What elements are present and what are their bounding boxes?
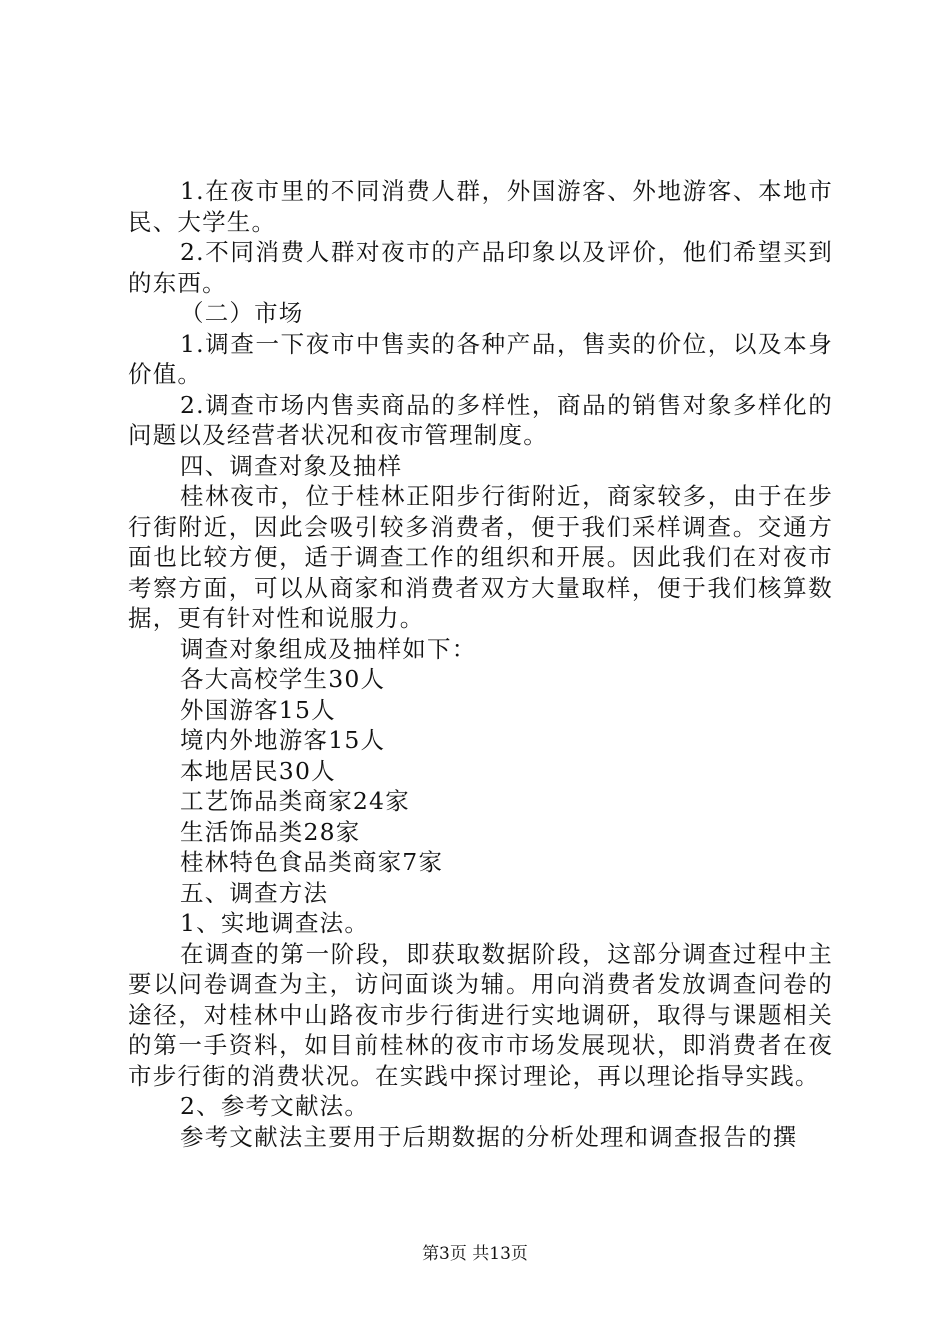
- document-body: [128, 176, 833, 1152]
- section-heading-methods: 五、调查方法: [180, 878, 329, 907]
- paragraph-market-diversity: 2.调查市场内售卖商品的多样性，商品的销售对象多样化的问题以及经营者状况和夜市管理制度。: [128, 390, 833, 449]
- paragraph-field-survey: 在调查的第一阶段，即获取数据阶段，这部分调查过程中主要以问卷调查为主，访问面谈为辅。用向消费者发放调查问卷的途径，对桂林中山路夜市步行街进行实地调研，取得与课题相关的第一手资料，如目前桂林的夜市市场发展现状，即消费者在夜市步行街的消费状况。在实践中探讨理论，再以理论指导实践。: [128, 939, 833, 1090]
- page-number: 第3页 共13页: [422, 1244, 528, 1264]
- list-item-craft-merchants: 工艺饰品类商家24家: [180, 787, 410, 815]
- paragraph-market-products: 1.调查一下夜市中售卖的各种产品，售卖的价位，以及本身价值。: [128, 329, 833, 388]
- list-item-local-residents: 本地居民30人: [180, 756, 336, 785]
- section-heading-survey-objects: 四、调查对象及抽样: [180, 451, 403, 480]
- section-heading-market: （二）市场: [180, 299, 304, 327]
- subheading-field-survey: 1、实地调查法。: [180, 909, 370, 937]
- paragraph-guilin-night-market: 桂林夜市，位于桂林正阳步行街附近，商家较多，由于在步行街附近，因此会吸引较多消费者，便于我们采样调查。交通方面也比较方便，适于调查工作的组织和开展。因此我们在对夜市考察方面，可以从商家和消费者双方大量取样，便于我们核算数据，更有针对性和说服力。: [128, 482, 833, 632]
- list-item-food-merchants: 桂林特色食品类商家7家: [180, 848, 444, 876]
- subheading-literature-method: 2、参考文献法。: [180, 1092, 370, 1120]
- list-item-foreign-tourists: 外国游客15人: [180, 695, 336, 724]
- list-item-students: 各大高校学生30人: [180, 665, 386, 693]
- list-item-domestic-tourists: 境内外地游客15人: [180, 726, 386, 754]
- paragraph-literature-method: 参考文献法主要用于后期数据的分析处理和调查报告的撰: [180, 1122, 798, 1151]
- paragraph-sample-intro: 调查对象组成及抽样如下：: [180, 634, 477, 663]
- paragraph-consumer-impressions: 2.不同消费人群对夜市的产品印象以及评价，他们希望买到的东西。: [128, 238, 833, 297]
- paragraph-consumer-groups: 1.在夜市里的不同消费人群，外国游客、外地游客、本地市民、大学生。: [128, 177, 833, 236]
- list-item-daily-accessories: 生活饰品类28家: [180, 817, 361, 846]
